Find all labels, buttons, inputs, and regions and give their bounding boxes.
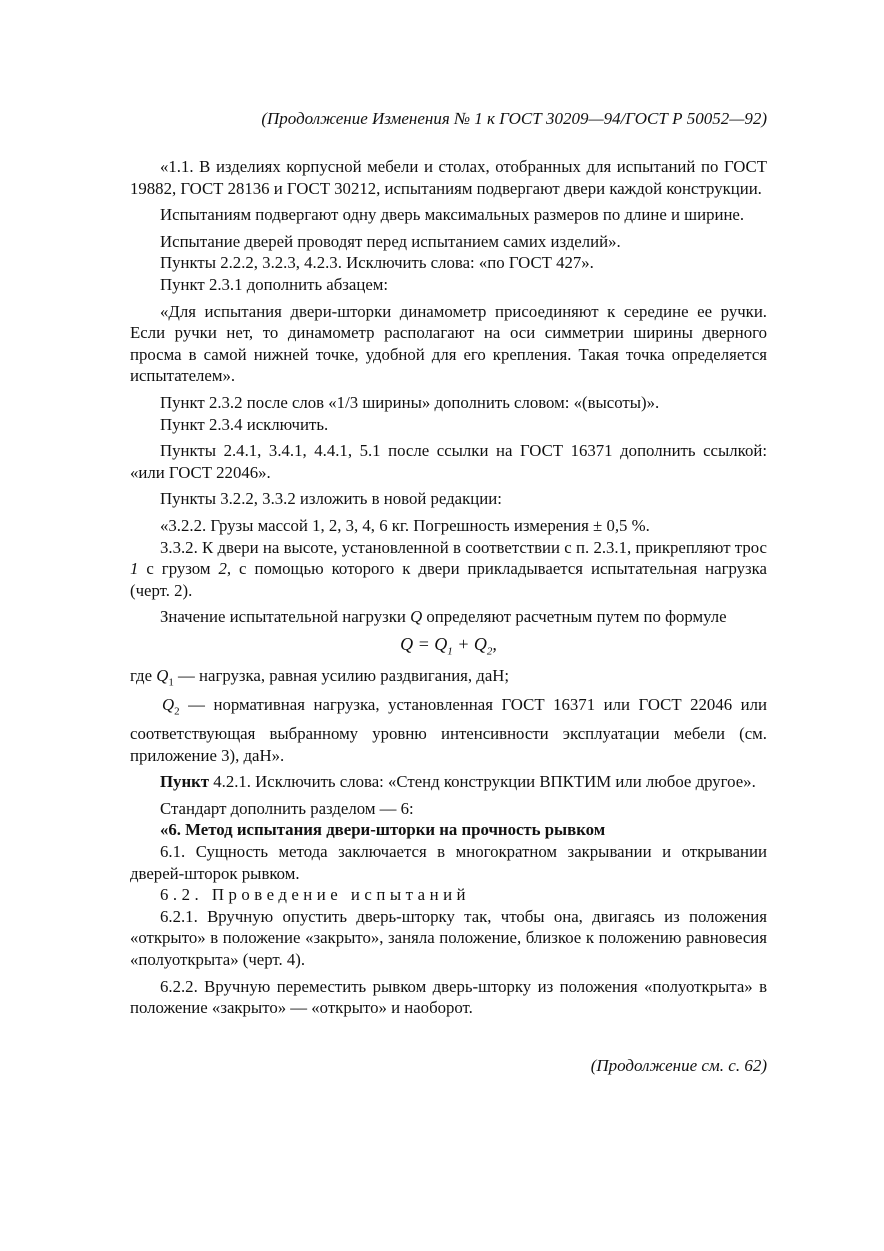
continuation-footer: (Продолжение см. с. 62)	[590, 1056, 767, 1075]
paragraph-tested-door: Испытаниям подвергают одну дверь максимальных размеров по длине и ширине.	[160, 205, 745, 225]
paragraph-3-3-2: 3.3.2. К двери на высоте, установленной в соответствии с п. 2.3.1, прикрепляют трос 1 с грузом 2, с помощью которого к двери прикладывается испытательная нагрузка (черт. 2).	[130, 537, 767, 600]
paragraph-6-2-1: 6.2.1. Вручную опустить дверь-шторку так, чтобы она, двигаясь из положения «открыто» в положение «закрыто», заняла положение, близкое к положению равновесия «полуоткрыта» (черт. 4).	[130, 906, 767, 969]
item-number-1: 1	[130, 559, 139, 579]
paragraph-new-edition: Пункты 3.2.2, 3.3.2 изложить в новой редакции:	[160, 489, 502, 509]
document-body	[130, 156, 767, 1019]
paragraph-1-1: «1.1. В изделиях корпусной мебели и столах, отобранных для испытаний по ГОСТ 19882, ГОСТ 28136 и ГОСТ 30212, испытаниям подвергают двери каждой конструкции.	[130, 157, 767, 198]
formula: $Q = Q_1 + Q_2$,	[400, 633, 497, 658]
paragraph-test-order: Испытание дверей проводят перед испытанием самих изделий».	[160, 231, 621, 251]
paragraph-dynamometer: «Для испытания двери-шторки динамометр присоединяют к середине ее ручки. Если ручки нет, то динамометр располагают на оси симметрии ширины дверного просма в самой нижней точке, удобной для его крепления. Такая точка определяется испытателем».	[130, 301, 767, 386]
paragraph-add-section: Стандарт дополнить разделом — 6:	[160, 798, 414, 818]
item-number-2: 2	[218, 559, 227, 579]
paragraph-clause-4-2-1: Пункт 4.2.1. Исключить слова: «Стенд конструкции ВПКТИМ или любое другое».	[160, 772, 756, 792]
paragraph-3-2-2: «3.2.2. Грузы массой 1, 2, 3, 4, 6 кг. Погрешность измерения ± 0,5 %.	[160, 515, 650, 535]
continuation-header: (Продолжение Изменения № 1 к ГОСТ 30209—94/ГОСТ Р 50052—92)	[261, 109, 767, 128]
formula-where-q1: где $Q_1$ — нагрузка, равная усилию раздвигания, даН;	[130, 666, 510, 689]
paragraph-clauses-exclude: Пункты 2.2.2, 3.2.3, 4.2.3. Исключить слова: «по ГОСТ 427».	[160, 253, 594, 273]
paragraph-clauses-gost-16371: Пункты 2.4.1, 3.4.1, 4.4.1, 5.1 после ссылки на ГОСТ 16371 дополнить ссылкой: «или ГОСТ 22046».	[130, 441, 767, 482]
paragraph-load-value: Значение испытательной нагрузки Q определяют расчетным путем по формуле	[160, 607, 727, 627]
paragraph-6-2-heading: 6.2. Проведение испытаний	[160, 885, 471, 905]
paragraph-clause-2-3-2: Пункт 2.3.2 после слов «1/3 ширины» дополнить словом: «(высоты)».	[160, 392, 660, 412]
paragraph-clause-2-3-4: Пункт 2.3.4 исключить.	[160, 414, 329, 434]
paragraph-6-1: 6.1. Сущность метода заключается в многократном закрывании и открывании дверей-шторок рывком.	[130, 841, 767, 883]
paragraph-6-2-2: 6.2.2. Вручную переместить рывком дверь-шторку из положения «полуоткрыта» в положение «закрыто» — «открыто» и наоборот.	[130, 976, 767, 1018]
formula-where-q2: $Q_2$ — нормативная нагрузка, установленная ГОСТ 16371 или ГОСТ 22046 или соответствующая выбранному уровню интенсивности эксплуатации мебели (см. приложение 3), даН».	[130, 695, 767, 765]
section-6-heading: «6. Метод испытания двери-шторки на прочность рывком	[160, 820, 606, 840]
paragraph-clause-2-3-1: Пункт 2.3.1 дополнить абзацем:	[160, 274, 389, 294]
